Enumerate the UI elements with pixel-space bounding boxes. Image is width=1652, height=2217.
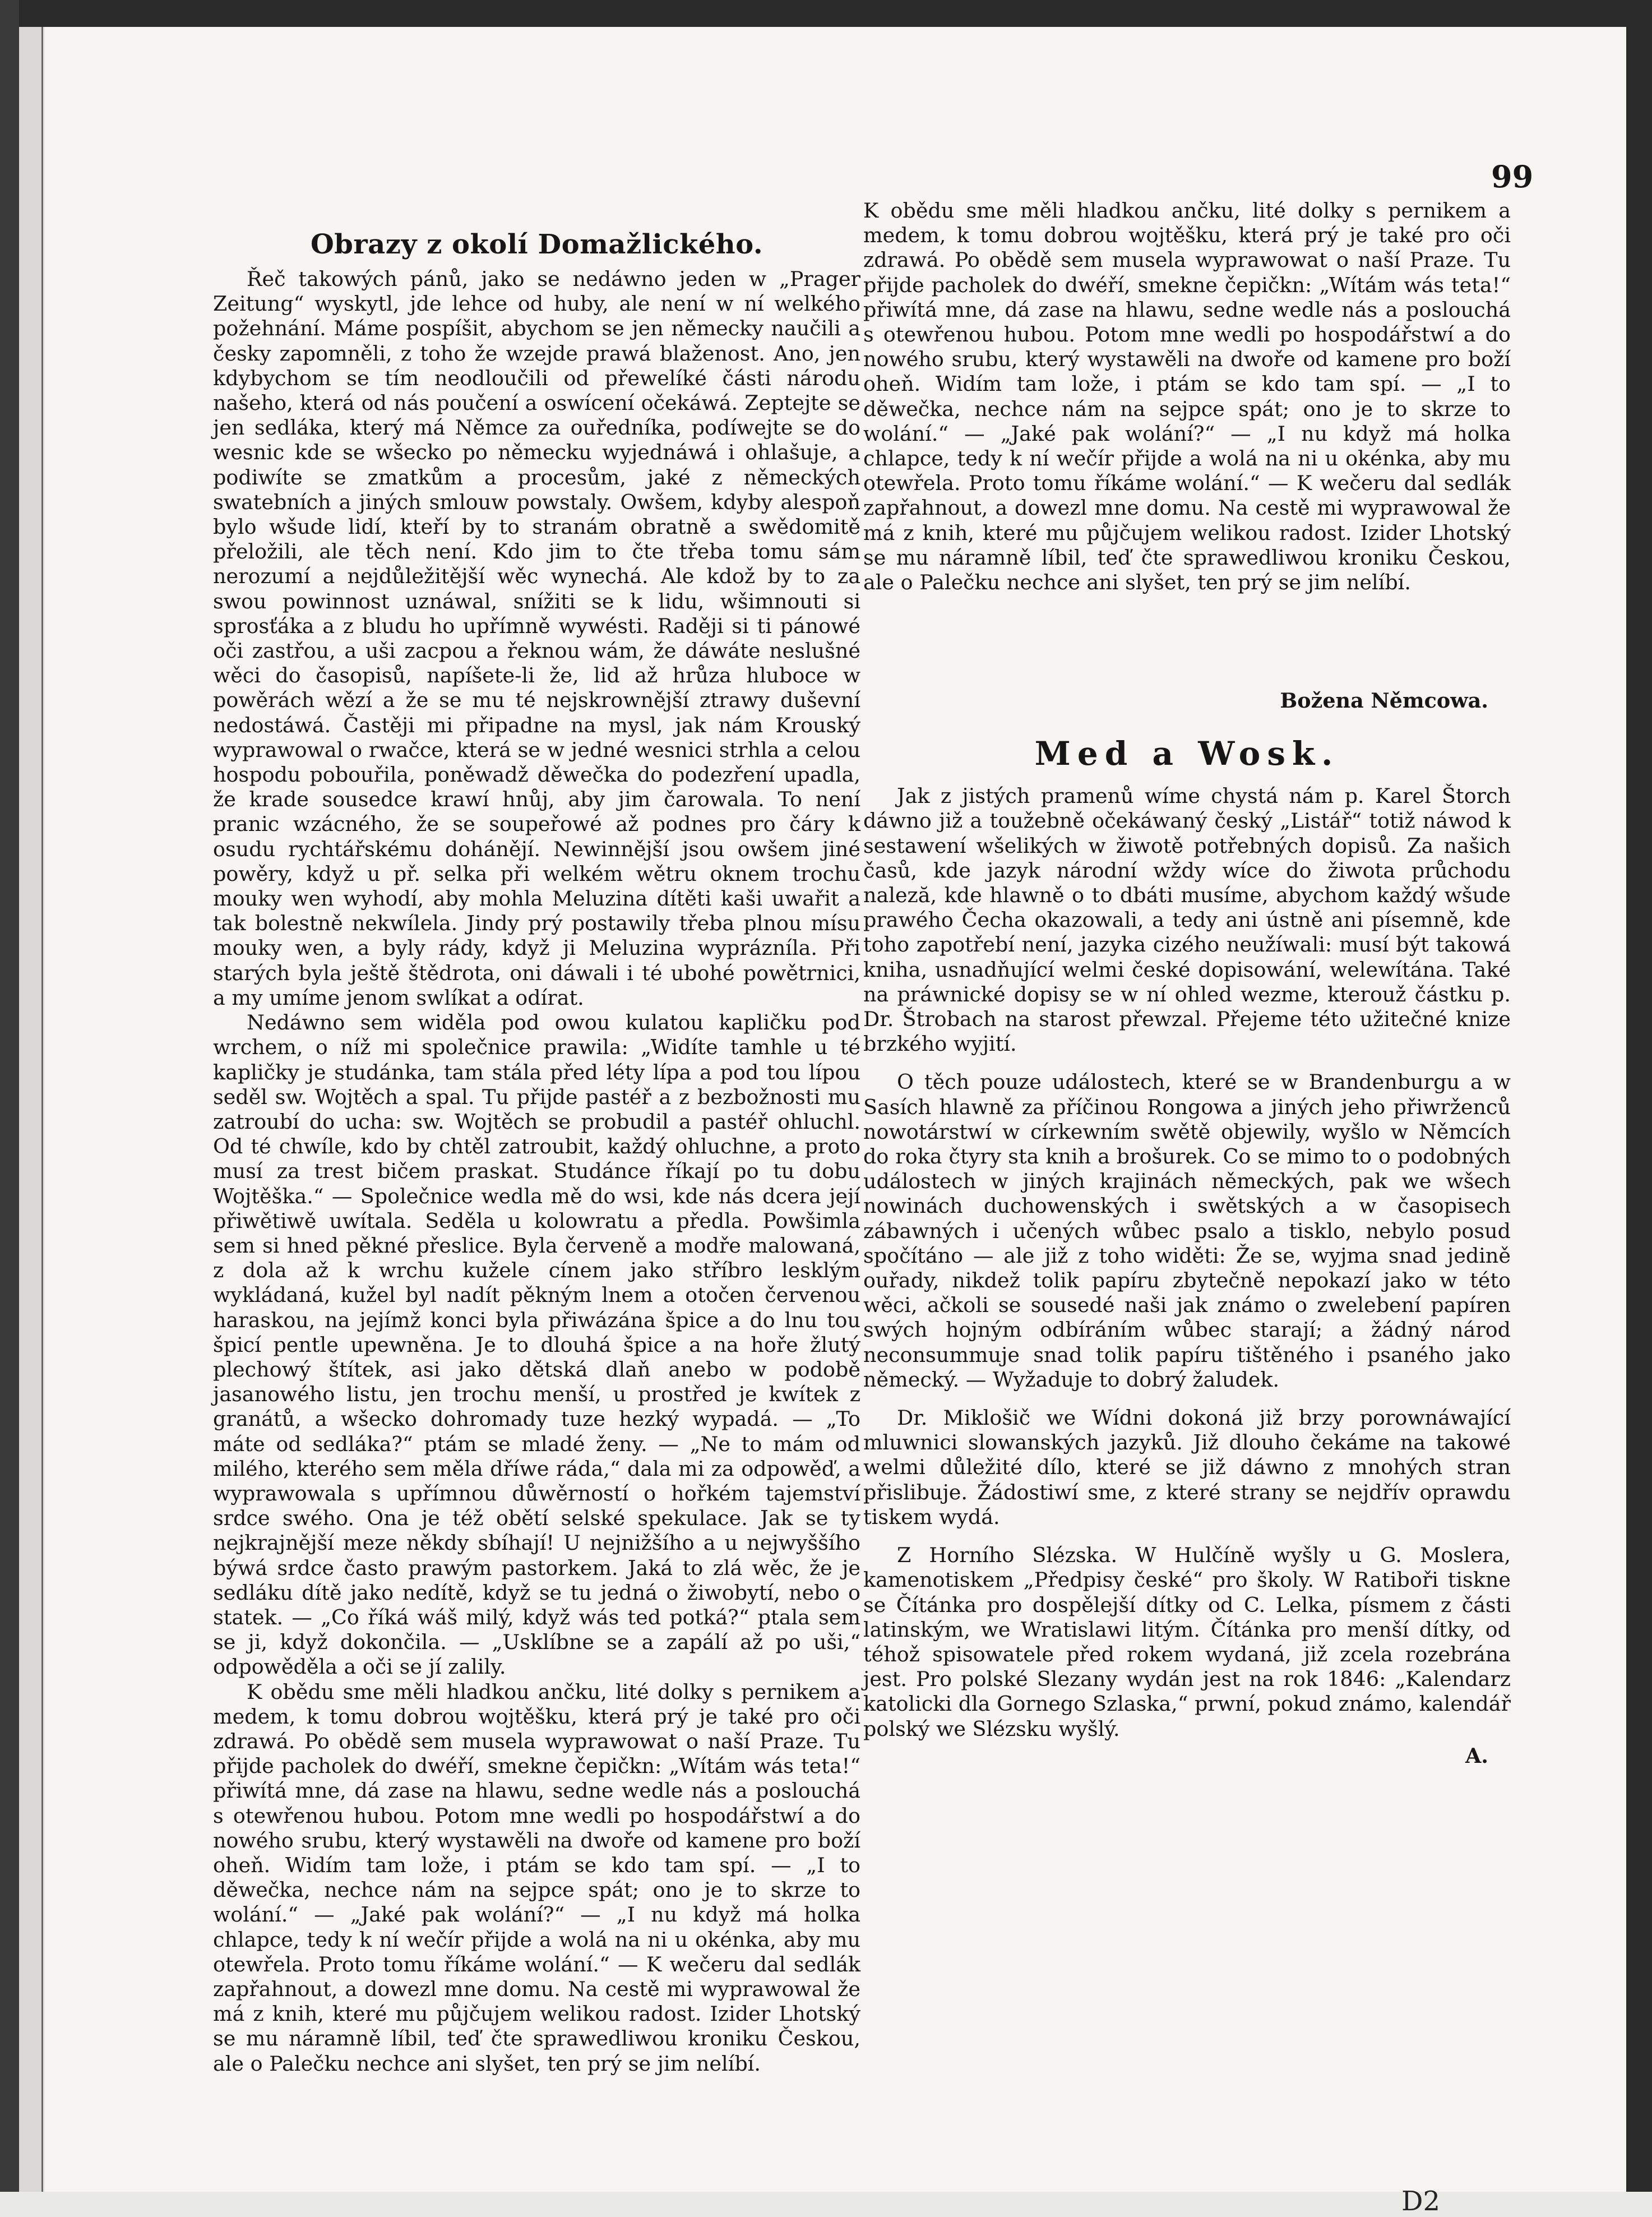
news-signature: A. <box>1465 1743 1488 1768</box>
left-column <box>213 229 860 2076</box>
scan-border-top <box>0 0 1652 27</box>
previous-page-edge <box>19 27 43 2192</box>
page-number: 99 <box>1491 159 1534 195</box>
scan-border-left <box>0 0 19 2192</box>
book-page <box>45 27 1626 2217</box>
article-continuation-block <box>863 198 1511 686</box>
news-paragraph: Z Horního Slézska. W Hulčíně wyšly u G. Moslera, kamenotiskem „Předpisy české“ pro školy. W Ratiboři tiskne se Čítánka pro dospělejší dítky od C. Lelka, písmem z části latinským, we Wratislawi litým. Čítánka pro menší dítky, od téhož spisowatele před rokem wydaná, již zcela rozebrána jest. Pro polské Slezany wydán jest na rok 1846: „Kalendarz katolicki dla Gornego Szlaska,“ prwní, pokud známo, kalendář polský we Slézsku wyšlý. <box>863 1543 1511 1741</box>
right-column <box>863 198 1511 1768</box>
article-paragraph-continued: K obědu sme měli hladkou ančku, lité dolky s pernikem a medem, k tomu dobrou wojtěšku, která prý je také pro oči zdrawá. Po obědě sem musela wyprawowat o naší Praze. Tu přijde pacholek do dwéří, smekne čepičkn: „Wítám wás teta!“ přiwítá mne, dá zase na hlawu, sedne wedle nás a poslouchá s otewřenou hubou. Potom mne wedli po hospodářstwí a do nowého srubu, který wystawěli na dwoře od kamene pro boží oheň. Widím tam lože, i ptám se kdo tam spí. — „I to děwečka, nechce nám na sejpce spát; ono je to skrze to wolání.“ — „Jaké pak wolání?“ — „I nu když má holka chlapce, tedy k ní wečír přijde a wolá na ni u okénka, aby mu otewřela. Proto tomu říkáme wolání.“ — K wečeru dal sedlák zapřahnout, a dowezl mne domu. Na cestě mi wyprawowal že má z knih, které mu půjčujem welikou radost. Izider Lhotský se mu náramně líbil, teď čte sprawedliwou kroniku Českou, ale o Palečku nechce ani slyšet, ten prý se jim nelíbí. <box>863 198 1511 595</box>
article-title-obrazy: Obrazy z okolí Domažlického. <box>310 229 763 260</box>
author-signature: Božena Němcowa. <box>1280 689 1488 713</box>
scan-border-right <box>1626 0 1652 2192</box>
scan-footer-mark: D2 <box>1401 2186 1441 2217</box>
section-title-med-a-wosk: Med a Wosk. <box>1034 735 1340 773</box>
article-paragraph: K obědu sme měli hladkou ančku, lité dolky s pernikem a medem, k tomu dobrou wojtěšku, která prý je také pro oči zdrawá. Po obědě sem musela wyprawowat o naší Praze. Tu přijde pacholek do dwéří, smekne čepičkn: „Wítám wás teta!“ přiwítá mne, dá zase na hlawu, sedne wedle nás a poslouchá s otewřenou hubou. Potom mne wedli po hospodářstwí a do nowého srubu, který wystawěli na dwoře od kamene pro boží oheň. Widím tam lože, i ptám se kdo tam spí. — „I to děwečka, nechce nám na sejpce spát; ono je to skrze to wolání.“ — „Jaké pak wolání?“ — „I nu když má holka chlapce, tedy k ní wečír přijde a wolá na ni u okénka, aby mu otewřela. Proto tomu říkáme wolání.“ — K wečeru dal sedlák zapřahnout, a dowezl mne domu. Na cestě mi wyprawowal že má z knih, které mu půjčujem welikou radost. Izider Lhotský se mu náramně líbil, teď čte sprawedliwou kroniku Českou, ale o Palečku nechce ani slyšet, ten prý se jim nelíbí. <box>213 1679 860 2076</box>
article-paragraph: Nedáwno sem widěla pod owou kulatou kapličku pod wrchem, o níž mi společnice prawila: „Widíte tamhle u té kapličky je studánka, tam stála před léty lípa a pod tou lípou seděl sw. Wojtěch a spal. Tu přijde pastéř a z bezbožnosti mu zatroubí do ucha: sw. Wojtěch se probudil a pastéř ohluchl. Od té chwíle, kdo by chtěl zatroubit, každý ohluchne, a proto musí za trest bičem praskat. Studánce říkají po tu dobu Wojtěška.“ — Společnice wedla mě do wsi, kde nás dcera její přiwětiwě uwítala. Seděla u kolowratu a předla. Powšimla sem si hned pěkné přeslice. Byla červeně a modře malowaná, z dola až k wrchu kužele cínem jako stříbro lesklým wykládaná, kužel byl nadít pěkným lnem a otočen červenou haraskou, na jejímž konci byla přiwázána špice a do lnu tou špicí pentle upewněna. Je to dlouhá špice a na hoře žlutý plechowý štítek, asi jako dětská dlaň anebo w podobě jasanowého listu, jen trochu menší, u prostřed je kwítek z granátů, a wšecko dohromady tuze hezký wypadá. — „To máte od sedláka?“ ptám se mladé ženy. — „Ne to mám od milého, kterého sem měla dříwe ráda,“ dala mi za odpowěď, a wyprawowala s upřímnou důwěrností o hořkém tajemství srdce swého. Ona je též obětí selské spekulace. Jak se ty nejkrajnější meze někdy sbíhají! U nejnižšího a u nejwyššího býwá srdce často prawým pastorkem. Jaká to zlá wěc, že je sedláku dítě jako nedítě, když se tu jedná o žiwobytí, nebo o statek. — „Co říká wáš milý, když wás ted potká?“ ptala sem se ji, když dokončila. — „Usklíbne se a zapálí až po uši,“ odpowěděla a oči se jí zalily. <box>213 1010 860 1679</box>
news-paragraph: Jak z jistých pramenů wíme chystá nám p. Karel Štorch dáwno již a toužebně očekáwaný český „Listář“ totiž náwod k sestawení wšelikých w žiwotě potřebných dopisů. Za našich časů, kde jazyk národní wždy wíce do žiwota průchodu naleză, kde hlawně o to dbáti musíme, abychom každý wšude prawého Čecha okazowali, a tedy ani ústně ani písemně, kde toho zapotřebí není, jazyka cizého neužíwali: musí být takowá kniha, usnadňující welmi české dopisowání, welewítána. Také na práwnické dopisy se w ní ohled wezme, kterouž částku p. Dr. Štrobach na starost přewzal. Přejeme této užitečné knize brzkého wyjití. <box>863 784 1511 1056</box>
news-paragraph: Dr. Miklošič we Wídni dokoná již brzy porownáwající mluwnici slowanských jazyků. Již dlouho čekáme na takowé welmi důležité dílo, které se již dáwno z mnohých stran přislibuje. Žádostiwí sme, z které strany se nejdřív oprawdu tiskem wydá. <box>863 1406 1511 1529</box>
article-paragraph: Řeč takowých pánů, jako se nedáwno jeden w „Prager Zeitung“ wyskytl, jde lehce od huby, ale není w ní welkého požehnání. Máme pospíšit, abychom se jen německy naučili a česky zapomněli, z toho že wzejde prawá blaženost. Ano, jen kdybychom se tím neodloučili od přewelíké části národu našeho, která od nás poučení a oswícení očekáwá. Zeptejte se jen sedláka, který má Němce za ouředníka, podíwejte se do wesnic kde se wšecko po německu wyjednáwá i ohlašuje, a podiwíte se zmatkům a procesům, jaké z německých swatebních a jiných smlouw powstaly. Owšem, kdyby alespoň bylo wšude lidí, kteří by to stranám obratně a swědomitě přeložili, ale těch není. Kdo jim to čte třeba tomu sám nerozumí a nejdůležitější wěc wynechá. Ale kdož by to za swou powinnost uznáwal, snížiti se k lidu, wšimnouti si sprosťáka a z bludu ho upřímně wywésti. Raději si ti pánowé oči zastřou, a uši zacpou a řeknou wám, že dáwáte neslušné wěci do časopisů, napíšete-li že, lid až hrůza hluboce w powěrách wězí a že se mu té nejskrownější ztrawy duševní nedostáwá. Častěji mi připadne na mysl, jak nám Krouský wyprawowal o rwačce, která se w jedné wesnici strhla a celou hospodu pobouřila, poněwadž děwečka do podezření upadla, že krade sousedce krawí hnůj, aby jim čarowala. To není pranic wzácného, že se soupeřowé až podnes pro čáry k osudu rychtářskému dohánějí. Newinnější jsou owšem jiné powěry, když u př. selka při welkém wětru oknem trochu mouky wen wyhodí, aby mohla Meluzina dítěti kaši uwařit a tak bolestně nekwílela. Jindy prý postawily třeba plnou mísu mouky wen, a byly rády, když ji Meluzina wyprázníla. Při starých byla ještě štědrota, oni dáwali i té ubohé powětrnici, a my umíme jenom swlíkat a odírat. <box>213 267 860 1010</box>
news-paragraph: O těch pouze událostech, které se w Brandenburgu a w Sasích hlawně za příčinou Rongowa a jiných jeho přiwrženců nowotárstwí w církewním swětě objewily, wyšlo w Němcích do roka čtyry sta knih a brošurek. Co se mimo to o podobných událostech w jiných krajinách německých, pak we wšech nowinách duchowenských i swětských a w časopisech zábawných i učených wůbec psalo a tisklo, nebylo posud spočítáno — ale již z toho widěti: Že se, wyjma snad jedině ouřady, nikdež tolik papíru zbytečně nepokazí jako w této wěci, ačkoli se sousedé naši jak známo o zwelebení papíren swých hojným odbíráním wůbec starají; a žádný národ neconsummuje snad tolik papíru tištěného i psaného jako německý. — Wyžaduje to dobrý žaludek. <box>863 1070 1511 1392</box>
